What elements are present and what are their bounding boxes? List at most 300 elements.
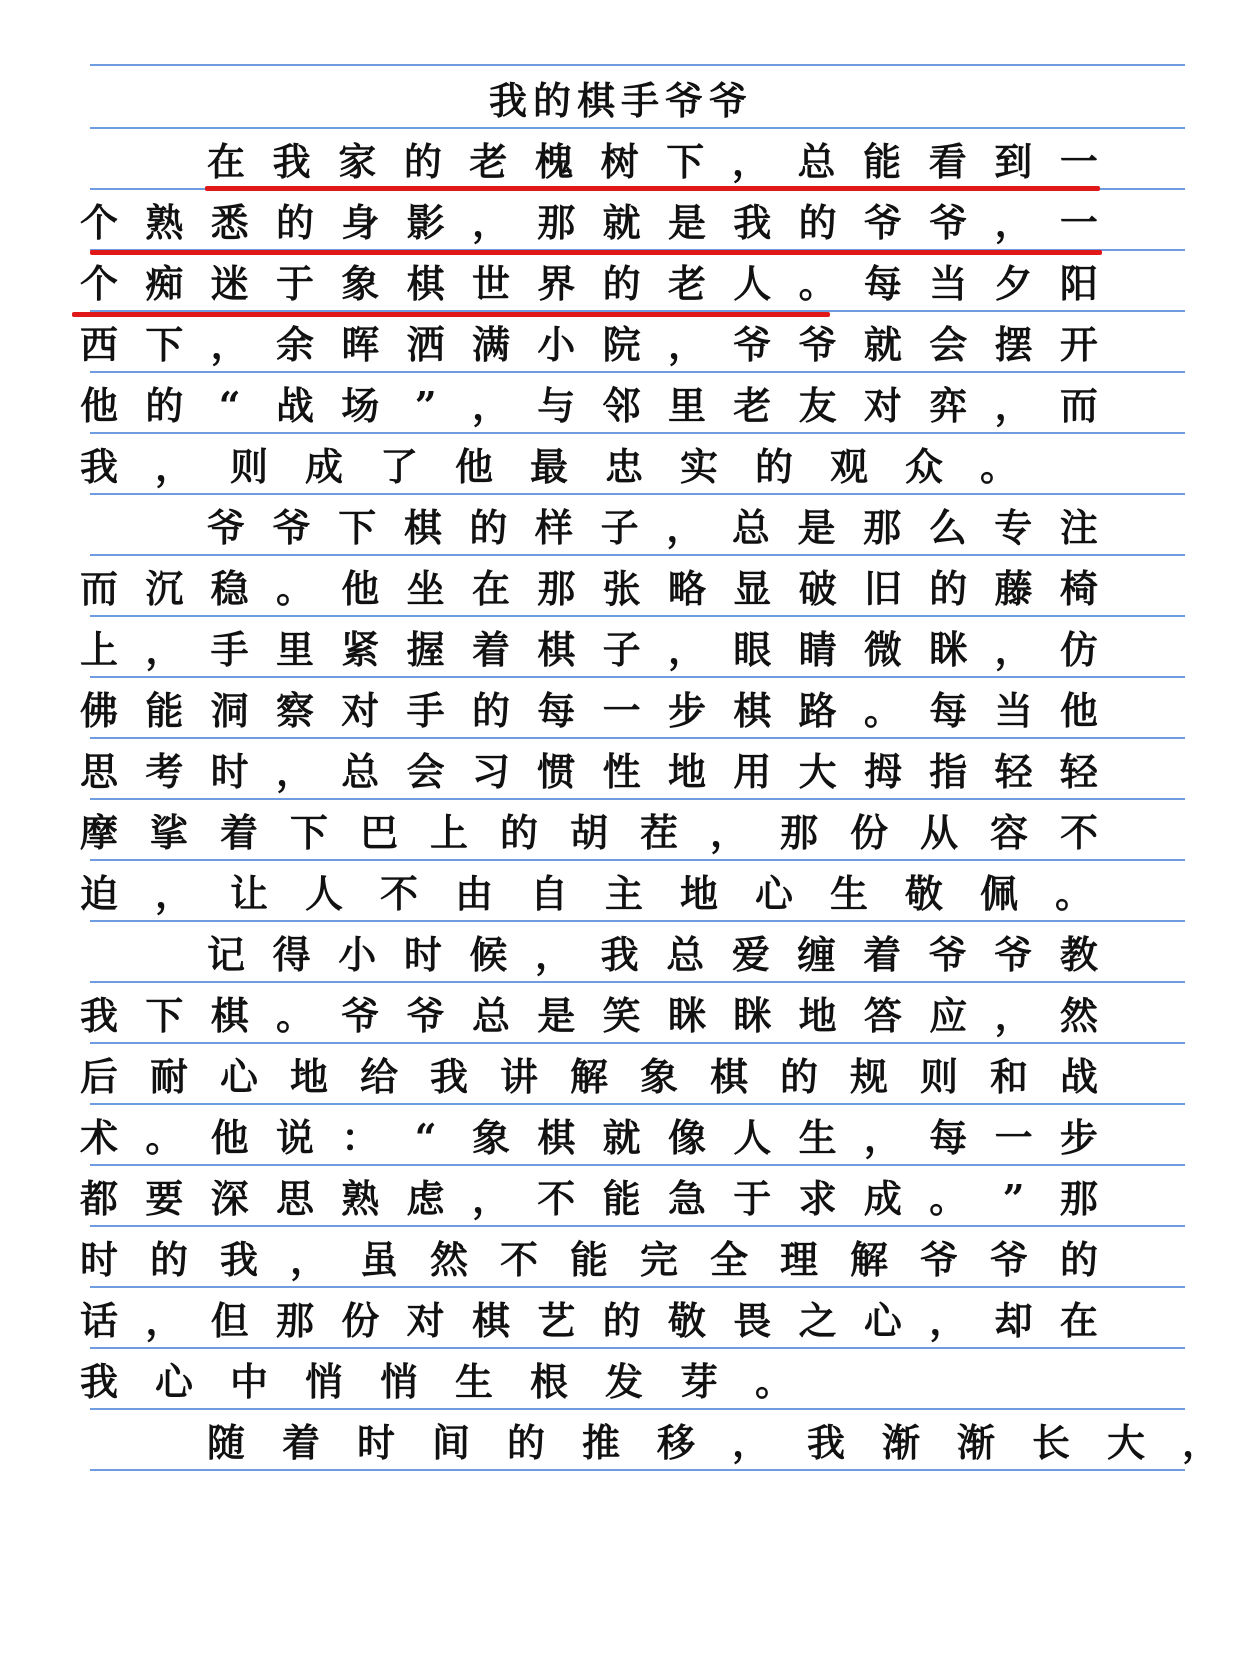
essay-char: 仿 bbox=[1059, 627, 1098, 672]
ruled-line bbox=[90, 615, 1185, 617]
essay-char: 人 bbox=[304, 871, 343, 916]
essay-char: 。 bbox=[863, 688, 902, 733]
essay-char: 。 bbox=[798, 261, 837, 306]
essay-char: 那 bbox=[1059, 1176, 1098, 1221]
essay-char: 却 bbox=[994, 1298, 1033, 1343]
essay-char: 余 bbox=[275, 322, 314, 367]
essay-char: 长 bbox=[1031, 1420, 1070, 1465]
essay-char: 的 bbox=[145, 383, 184, 428]
essay-char: 畏 bbox=[733, 1298, 772, 1343]
essay-char: 步 bbox=[667, 688, 706, 733]
essay-char: 的 bbox=[798, 200, 837, 245]
essay-char: 眯 bbox=[667, 993, 706, 1038]
essay-char: 子 bbox=[600, 505, 639, 550]
essay-char: 会 bbox=[406, 749, 445, 794]
essay-char: 着 bbox=[863, 932, 902, 977]
essay-char: 眯 bbox=[929, 627, 968, 672]
essay-char: 悉 bbox=[210, 200, 249, 245]
essay-char: 时 bbox=[79, 1237, 118, 1282]
essay-char: 微 bbox=[863, 627, 902, 672]
essay-char: 是 bbox=[667, 200, 706, 245]
essay-char: 急 bbox=[667, 1176, 706, 1221]
essay-line bbox=[78, 1106, 1100, 1162]
essay-char: 到 bbox=[994, 139, 1033, 184]
essay-char: 爷 bbox=[206, 505, 245, 550]
essay-char: 心 bbox=[219, 1054, 258, 1099]
essay-char: 每 bbox=[863, 261, 902, 306]
ruled-line bbox=[90, 371, 1185, 373]
essay-line bbox=[78, 618, 1100, 674]
ruled-line bbox=[90, 798, 1185, 800]
essay-char: ： bbox=[341, 1115, 380, 1160]
essay-line bbox=[78, 740, 1100, 796]
essay-char: 迫 bbox=[79, 871, 118, 916]
essay-char: 着 bbox=[219, 810, 258, 855]
essay-char: ， bbox=[666, 505, 705, 550]
essay-char: 像 bbox=[667, 1115, 706, 1160]
essay-char: 他 bbox=[1059, 688, 1098, 733]
essay-char: 略 bbox=[667, 566, 706, 611]
essay-char: 我 bbox=[733, 200, 772, 245]
essay-char: 那 bbox=[537, 200, 576, 245]
essay-char: 破 bbox=[798, 566, 837, 611]
essay-char: 晖 bbox=[341, 322, 380, 367]
essay-char: 棋 bbox=[537, 1115, 576, 1160]
essay-char: ” bbox=[1002, 1176, 1025, 1221]
essay-char: 心 bbox=[754, 871, 793, 916]
essay-char: 就 bbox=[602, 200, 641, 245]
essay-char: 战 bbox=[1059, 1054, 1098, 1099]
essay-char: 解 bbox=[849, 1237, 888, 1282]
essay-char: 时 bbox=[356, 1420, 395, 1465]
essay-char: 。 bbox=[145, 1115, 184, 1160]
essay-char: 会 bbox=[929, 322, 968, 367]
essay-char: 路 bbox=[798, 688, 837, 733]
essay-char: 思 bbox=[275, 1176, 314, 1221]
essay-char: 的 bbox=[602, 261, 641, 306]
essay-char: ， bbox=[994, 993, 1033, 1038]
essay-char: 爷 bbox=[341, 993, 380, 1038]
essay-char: 悄 bbox=[304, 1359, 343, 1404]
essay-char: 我 bbox=[806, 1420, 845, 1465]
essay-char: 给 bbox=[359, 1054, 398, 1099]
essay-char: 最 bbox=[529, 444, 568, 489]
essay-char: 心 bbox=[863, 1298, 902, 1343]
essay-char: 一 bbox=[1059, 200, 1098, 245]
essay-char: 手 bbox=[406, 688, 445, 733]
essay-char: 耐 bbox=[149, 1054, 188, 1099]
page-title: 我的棋手爷爷 bbox=[488, 78, 753, 123]
essay-char: 对 bbox=[863, 383, 902, 428]
essay-char: 求 bbox=[798, 1176, 837, 1221]
essay-char: 则 bbox=[919, 1054, 958, 1099]
essay-char: “ bbox=[414, 1115, 437, 1160]
essay-line bbox=[78, 374, 1100, 430]
essay-char: 个 bbox=[79, 261, 118, 306]
essay-char: 爷 bbox=[733, 322, 772, 367]
essay-char: 专 bbox=[994, 505, 1033, 550]
essay-char: 用 bbox=[733, 749, 772, 794]
essay-char: 那 bbox=[863, 505, 902, 550]
essay-char: 缠 bbox=[797, 932, 836, 977]
essay-line bbox=[78, 435, 1100, 491]
essay-char: ， bbox=[929, 1298, 968, 1343]
essay-char: 的 bbox=[754, 444, 793, 489]
essay-char: 全 bbox=[709, 1237, 748, 1282]
essay-char: 考 bbox=[145, 749, 184, 794]
essay-char: 那 bbox=[275, 1298, 314, 1343]
essay-char: 习 bbox=[471, 749, 510, 794]
ruled-line bbox=[90, 981, 1185, 983]
essay-char: 说 bbox=[275, 1115, 314, 1160]
essay-char: 椅 bbox=[1059, 566, 1098, 611]
essay-char: 象 bbox=[471, 1115, 510, 1160]
essay-char: 样 bbox=[535, 505, 574, 550]
ruled-line bbox=[90, 1042, 1185, 1044]
essay-char: 熟 bbox=[341, 1176, 380, 1221]
essay-char: 就 bbox=[602, 1115, 641, 1160]
essay-char: 棋 bbox=[537, 627, 576, 672]
essay-char: ， bbox=[667, 627, 706, 672]
essay-char: 不 bbox=[499, 1237, 538, 1282]
essay-char: 后 bbox=[79, 1054, 118, 1099]
essay-char: ， bbox=[275, 749, 314, 794]
essay-char: 着 bbox=[281, 1420, 320, 1465]
essay-char: 份 bbox=[849, 810, 888, 855]
essay-char: 悄 bbox=[379, 1359, 418, 1404]
essay-char: 对 bbox=[341, 688, 380, 733]
essay-char: 就 bbox=[863, 322, 902, 367]
essay-char: 根 bbox=[529, 1359, 568, 1404]
essay-char: 步 bbox=[1059, 1115, 1098, 1160]
essay-char: 。 bbox=[929, 1176, 968, 1221]
essay-char: 要 bbox=[145, 1176, 184, 1221]
essay-char: ， bbox=[994, 200, 1033, 245]
essay-char: 艺 bbox=[537, 1298, 576, 1343]
essay-char: 然 bbox=[1059, 993, 1098, 1038]
essay-char: 惯 bbox=[537, 749, 576, 794]
essay-char: 世 bbox=[471, 261, 510, 306]
essay-char: 总 bbox=[666, 932, 705, 977]
essay-char: 地 bbox=[679, 871, 718, 916]
essay-char: 观 bbox=[829, 444, 868, 489]
essay-char: 小 bbox=[537, 322, 576, 367]
essay-char: 都 bbox=[79, 1176, 118, 1221]
essay-char: 候 bbox=[469, 932, 508, 977]
essay-char: ， bbox=[471, 200, 510, 245]
essay-char: 时 bbox=[210, 749, 249, 794]
essay-char: 佛 bbox=[79, 688, 118, 733]
essay-char: 指 bbox=[929, 749, 968, 794]
essay-char: ， bbox=[145, 1298, 184, 1343]
essay-char: 爷 bbox=[929, 200, 968, 245]
essay-char: 下 bbox=[145, 322, 184, 367]
essay-char: 而 bbox=[1059, 383, 1098, 428]
essay-char: 他 bbox=[210, 1115, 249, 1160]
essay-char: 注 bbox=[1059, 505, 1098, 550]
essay-char: ， bbox=[1181, 1420, 1220, 1465]
essay-char: 开 bbox=[1059, 322, 1098, 367]
essay-char: 深 bbox=[210, 1176, 249, 1221]
essay-char: 我 bbox=[219, 1237, 258, 1282]
ruled-line bbox=[90, 554, 1185, 556]
essay-line bbox=[78, 984, 1100, 1040]
ruled-line bbox=[90, 493, 1185, 495]
essay-char: 的 bbox=[929, 566, 968, 611]
essay-char: 时 bbox=[403, 932, 442, 977]
essay-char: 我 bbox=[429, 1054, 468, 1099]
essay-char: 熟 bbox=[145, 200, 184, 245]
essay-char: 爷 bbox=[272, 505, 311, 550]
essay-char: ” bbox=[414, 383, 437, 428]
essay-char: 思 bbox=[79, 749, 118, 794]
essay-char: 藤 bbox=[994, 566, 1033, 611]
ruled-line bbox=[90, 1164, 1185, 1166]
essay-char: 生 bbox=[454, 1359, 493, 1404]
essay-char: 理 bbox=[779, 1237, 818, 1282]
essay-char: 自 bbox=[529, 871, 568, 916]
essay-char: 爷 bbox=[863, 200, 902, 245]
essay-char: 芽 bbox=[679, 1359, 718, 1404]
essay-char: 是 bbox=[797, 505, 836, 550]
essay-char: 树 bbox=[600, 139, 639, 184]
essay-char: 渐 bbox=[881, 1420, 920, 1465]
essay-char: 看 bbox=[928, 139, 967, 184]
ruled-line bbox=[90, 432, 1185, 434]
essay-char: 那 bbox=[537, 566, 576, 611]
essay-char: 下 bbox=[666, 139, 705, 184]
essay-char: 旧 bbox=[863, 566, 902, 611]
essay-char: 推 bbox=[581, 1420, 620, 1465]
essay-char: 随 bbox=[206, 1420, 245, 1465]
essay-char: ， bbox=[731, 1420, 770, 1465]
essay-char: 轻 bbox=[994, 749, 1033, 794]
essay-char: 性 bbox=[602, 749, 641, 794]
essay-char: 么 bbox=[928, 505, 967, 550]
essay-char: 我 bbox=[79, 993, 118, 1038]
essay-char: 我 bbox=[272, 139, 311, 184]
essay-char: 稳 bbox=[210, 566, 249, 611]
essay-char: ， bbox=[731, 139, 770, 184]
essay-char: 胡 bbox=[569, 810, 608, 855]
essay-char: 每 bbox=[929, 1115, 968, 1160]
essay-char: 于 bbox=[733, 1176, 772, 1221]
essay-char: 上 bbox=[79, 627, 118, 672]
essay-char: 虑 bbox=[406, 1176, 445, 1221]
ruled-line bbox=[90, 1286, 1185, 1288]
essay-line bbox=[78, 1045, 1100, 1101]
essay-char: 他 bbox=[79, 383, 118, 428]
essay-char: 教 bbox=[1059, 932, 1098, 977]
essay-char: 能 bbox=[602, 1176, 641, 1221]
essay-char: 让 bbox=[229, 871, 268, 916]
essay-line bbox=[78, 1289, 1100, 1345]
essay-char: 西 bbox=[79, 322, 118, 367]
essay-char: 的 bbox=[469, 505, 508, 550]
essay-line bbox=[78, 679, 1100, 735]
essay-char: 身 bbox=[341, 200, 380, 245]
essay-char: 显 bbox=[733, 566, 772, 611]
essay-char: 摆 bbox=[994, 322, 1033, 367]
essay-char: 由 bbox=[454, 871, 493, 916]
essay-char: 眯 bbox=[733, 993, 772, 1038]
essay-char: 在 bbox=[1059, 1298, 1098, 1343]
essay-char: 是 bbox=[537, 993, 576, 1038]
essay-char: 一 bbox=[994, 1115, 1033, 1160]
essay-char: 痴 bbox=[145, 261, 184, 306]
essay-char: 。 bbox=[275, 993, 314, 1038]
essay-char: 总 bbox=[731, 505, 770, 550]
essay-char: 我 bbox=[79, 1359, 118, 1404]
essay-line bbox=[78, 252, 1100, 308]
essay-char: 巴 bbox=[359, 810, 398, 855]
essay-char: 里 bbox=[275, 627, 314, 672]
essay-char: 的 bbox=[1059, 1237, 1098, 1282]
essay-char: 的 bbox=[499, 810, 538, 855]
ruled-line bbox=[90, 920, 1185, 922]
essay-char: 那 bbox=[779, 810, 818, 855]
essay-char: 我 bbox=[79, 444, 118, 489]
essay-char: 每 bbox=[929, 688, 968, 733]
essay-char: 主 bbox=[604, 871, 643, 916]
essay-char: 每 bbox=[537, 688, 576, 733]
essay-char: 而 bbox=[79, 566, 118, 611]
essay-char: 份 bbox=[341, 1298, 380, 1343]
essay-char: 容 bbox=[989, 810, 1028, 855]
essay-char: 爷 bbox=[406, 993, 445, 1038]
essay-char: 忠 bbox=[604, 444, 643, 489]
essay-char: 的 bbox=[506, 1420, 545, 1465]
essay-char: “ bbox=[218, 383, 241, 428]
essay-char: ， bbox=[471, 383, 510, 428]
essay-char: 笑 bbox=[602, 993, 641, 1038]
essay-char: 爷 bbox=[919, 1237, 958, 1282]
essay-char: ， bbox=[709, 810, 748, 855]
essay-char: 下 bbox=[338, 505, 377, 550]
essay-char: 棋 bbox=[733, 688, 772, 733]
essay-char: 人 bbox=[733, 1115, 772, 1160]
essay-char: ， bbox=[154, 871, 193, 916]
essay-line bbox=[78, 862, 1100, 918]
essay-char: 张 bbox=[602, 566, 641, 611]
essay-char: 他 bbox=[454, 444, 493, 489]
essay-char: 从 bbox=[919, 810, 958, 855]
essay-char: 一 bbox=[1059, 139, 1098, 184]
essay-char: 能 bbox=[145, 688, 184, 733]
essay-char: 察 bbox=[275, 688, 314, 733]
essay-char: 茬 bbox=[639, 810, 678, 855]
essay-char: 老 bbox=[733, 383, 772, 428]
essay-char: 紧 bbox=[341, 627, 380, 672]
essay-char: 了 bbox=[379, 444, 418, 489]
essay-char: 拇 bbox=[863, 749, 902, 794]
essay-line bbox=[78, 313, 1100, 369]
essay-char: 的 bbox=[602, 1298, 641, 1343]
essay-char: 我 bbox=[600, 932, 639, 977]
essay-char: 夕 bbox=[994, 261, 1033, 306]
essay-char: 总 bbox=[797, 139, 836, 184]
essay-char: 解 bbox=[569, 1054, 608, 1099]
ruled-line bbox=[90, 1225, 1185, 1227]
essay-char: 小 bbox=[338, 932, 377, 977]
essay-char: 他 bbox=[341, 566, 380, 611]
essay-char: 象 bbox=[341, 261, 380, 306]
essay-char: 战 bbox=[275, 383, 314, 428]
essay-char: 应 bbox=[929, 993, 968, 1038]
essay-char: 坐 bbox=[406, 566, 445, 611]
essay-char: 里 bbox=[667, 383, 706, 428]
essay-char: 眼 bbox=[733, 627, 772, 672]
essay-char: 能 bbox=[863, 139, 902, 184]
essay-char: 棋 bbox=[210, 993, 249, 1038]
essay-char: 与 bbox=[537, 383, 576, 428]
essay-char: 子 bbox=[602, 627, 641, 672]
ruled-line bbox=[90, 737, 1185, 739]
ruled-line bbox=[90, 1103, 1185, 1105]
essay-char: ， bbox=[289, 1237, 328, 1282]
essay-char: ， bbox=[210, 322, 249, 367]
essay-char: 一 bbox=[602, 688, 641, 733]
ruled-line bbox=[90, 676, 1185, 678]
essay-line bbox=[78, 557, 1100, 613]
essay-char: 大 bbox=[1106, 1420, 1145, 1465]
essay-char: 的 bbox=[149, 1237, 188, 1282]
essay-char: 的 bbox=[403, 139, 442, 184]
essay-char: ， bbox=[863, 1115, 902, 1160]
essay-char: 下 bbox=[145, 993, 184, 1038]
essay-char: 然 bbox=[429, 1237, 468, 1282]
essay-line bbox=[205, 923, 1100, 979]
essay-char: 得 bbox=[272, 932, 311, 977]
essay-char: 邻 bbox=[602, 383, 641, 428]
essay-char: 话 bbox=[79, 1298, 118, 1343]
essay-char: 佩 bbox=[979, 871, 1018, 916]
essay-char: ， bbox=[994, 627, 1033, 672]
essay-line bbox=[78, 191, 1100, 247]
essay-char: 手 bbox=[210, 627, 249, 672]
essay-char: 地 bbox=[289, 1054, 328, 1099]
essay-char: 槐 bbox=[535, 139, 574, 184]
essay-char: 发 bbox=[604, 1359, 643, 1404]
essay-char: 沉 bbox=[145, 566, 184, 611]
essay-line bbox=[205, 130, 1100, 186]
essay-char: 不 bbox=[379, 871, 418, 916]
essay-char: 和 bbox=[989, 1054, 1028, 1099]
essay-char: 上 bbox=[429, 810, 468, 855]
essay-char: 下 bbox=[289, 810, 328, 855]
essay-char: 影 bbox=[406, 200, 445, 245]
essay-char: 不 bbox=[537, 1176, 576, 1221]
essay-char: 能 bbox=[569, 1237, 608, 1282]
essay-char: 老 bbox=[667, 261, 706, 306]
essay-char: 记 bbox=[206, 932, 245, 977]
essay-char: 。 bbox=[275, 566, 314, 611]
essay-char: 友 bbox=[798, 383, 837, 428]
essay-char: 洒 bbox=[406, 322, 445, 367]
essay-char: 棋 bbox=[471, 1298, 510, 1343]
essay-char: 场 bbox=[341, 383, 380, 428]
essay-char: 间 bbox=[431, 1420, 470, 1465]
essay-char: 则 bbox=[229, 444, 268, 489]
essay-char: 中 bbox=[229, 1359, 268, 1404]
essay-char: 着 bbox=[471, 627, 510, 672]
essay-char: 不 bbox=[1059, 810, 1098, 855]
essay-char: 棋 bbox=[406, 261, 445, 306]
essay-char: 术 bbox=[79, 1115, 118, 1160]
essay-char: 答 bbox=[863, 993, 902, 1038]
essay-char: 爱 bbox=[731, 932, 770, 977]
essay-char: 在 bbox=[471, 566, 510, 611]
